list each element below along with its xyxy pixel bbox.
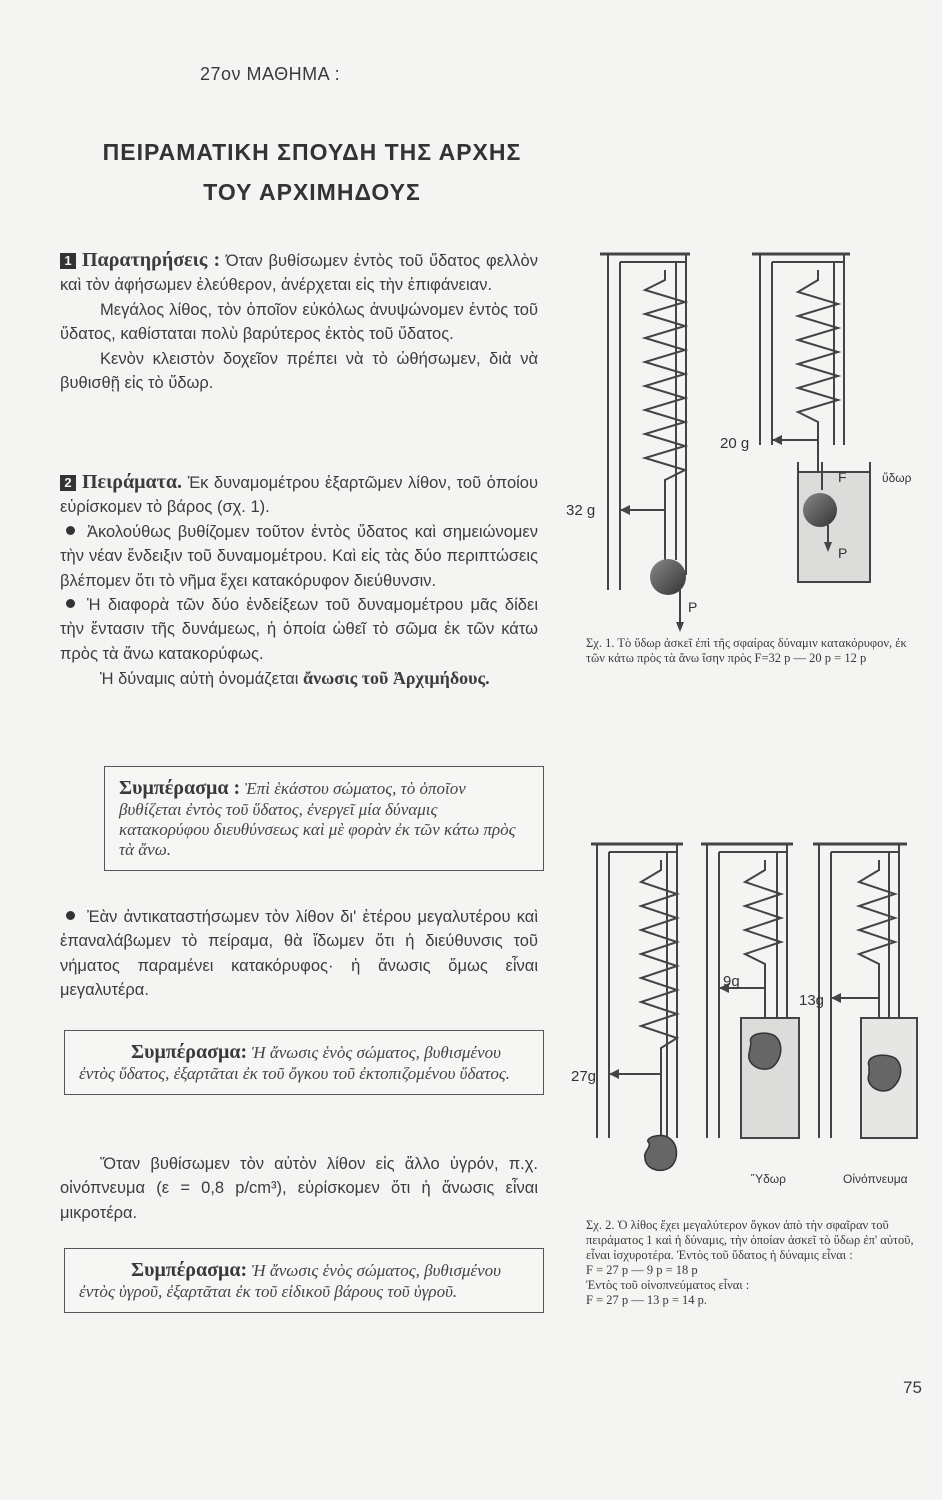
conclusion-box-1 — [104, 766, 544, 871]
conclusion-box-3 — [64, 1248, 544, 1313]
label-27g: 27g — [571, 1068, 597, 1085]
label-P-air: P — [688, 599, 698, 615]
sphere-in-air — [650, 559, 686, 595]
lesson-heading: 27ον ΜΑΘΗΜΑ : — [200, 64, 341, 84]
pointer-arrow — [609, 1069, 619, 1079]
alcohol-paragraph: Ὅταν βυθίσωμεν τὸν αὐτὸν λίθον εἰς ἄλλο ὑγρόν, π.χ. οἰνόπνευμα (ε = 0,8 p/cm³), εὑρίσκομεν ὅτι ἡ ἄνωσις εἶναι μικροτέρα. — [60, 1155, 538, 1222]
label-water: Ὕδωρ — [751, 1172, 786, 1186]
label-20g: 20 g — [720, 435, 750, 452]
label-13g: 13g — [799, 992, 825, 1009]
dynamometer-air — [591, 844, 683, 1138]
experiments-text: Ἐκ δυναμομέτρου ἐξαρτῶμεν λίθον, τοῦ ὁποίου εὑρίσκομεν τὸ βάρος (σχ. 1). — [60, 474, 538, 517]
observations-para-3: Κενὸν κλειστὸν δοχεῖον πρέπει νὰ τὸ ὠθήσωμεν, διὰ νὰ βυθισθῇ εἰς τὸ ὕδωρ. — [60, 349, 538, 393]
bullet-3-text: Ἐὰν ἀντικαταστήσωμεν τὸν λίθον δι' ἑτέρου μεγαλυτέρου καὶ ἐπαναλάβωμεν τὸ πείραμα, θὰ ἴδωμεν ὅτι ἡ διεύθυνσις τοῦ νήματος παραμένει κατακόρυφος· ἡ ἄνωσις ὅμως εἶναι μεγαλυτέρα. — [60, 908, 538, 1000]
figure-1-caption: Σχ. 1. Τὸ ὕδωρ ἀσκεῖ ἐπὶ τῆς σφαίρας δύναμιν κατακόρυφον, ἐκ τῶν κάτω πρὸς τὰ ἄνω ἴσην πρὸς F=32 p — 20 p = 12 p — [586, 636, 907, 665]
conclusion-label: Συμπέρασμα: — [131, 1041, 248, 1063]
buoyancy-naming: Ἡ δύναμις αὐτὴ ὀνομάζεται — [100, 670, 299, 689]
stone-in-alcohol — [868, 1055, 900, 1091]
conclusion-label: Συμπέρασμα : — [119, 777, 241, 799]
caption-text-2: Ἐντὸς τοῦ οἰνοπνεύματος εἶναι : — [586, 1278, 750, 1292]
observations-text: Όταν βυθίσωμεν ἐντὸς τοῦ ὕδατος φελλὸν καὶ τὸν ἀφήσωμεν ἐλεύθερον, ἀνέρχεται εἰς τὴν ἐπιφάνειαν. — [60, 252, 538, 295]
page-title — [52, 132, 572, 212]
label-F: F — [838, 469, 847, 485]
title-line-1: ΠΕΙΡΑΜΑΤΙΚΗ ΣΠΟΥΔΗ ΤΗΣ ΑΡΧΗΣ — [102, 139, 522, 165]
section-observations — [60, 248, 538, 395]
title-line-2: ΤΟΥ ΑΡΧΙΜΗΔΟΥΣ — [203, 179, 421, 205]
dynamometer-alcohol — [813, 844, 917, 1138]
observations-para-2: Μεγάλος λίθος, τὸν ὁποῖον εὐκόλως ἀνυψώνομεν ἐντὸς τοῦ ὕδατος, καθίσταται πολὺ βαρύτερος ἐκτὸς τοῦ ὕδατος. — [60, 300, 538, 344]
figure-1 — [560, 240, 940, 640]
label-alcohol: Οἰνόπνευμα — [843, 1172, 908, 1186]
bullet-dot — [66, 526, 75, 535]
conclusion-text: Ἐπὶ ἑκάστου σώματος, τὸ ὁποῖον βυθίζεται ἐντὸς τοῦ ὕδατος, ἐνεργεῖ μία δύναμις κατακορύφου διευθύνσεως καὶ μὲ φορὰν ἐκ τῶν κάτω πρὸς τὰ ἄνω. — [119, 779, 516, 859]
bullet-3 — [60, 905, 538, 1003]
stone-in-water — [749, 1033, 781, 1069]
section-experiments — [60, 470, 538, 692]
caption-eq-2: F = 27 p — 13 p = 14 p. — [586, 1293, 708, 1307]
observations-heading: Παρατηρήσεις : — [82, 249, 221, 271]
dynamometer-right — [752, 254, 850, 485]
caption-eq-1: F = 27 p — 9 p = 18 p — [586, 1263, 698, 1277]
pointer-arrow — [772, 435, 782, 445]
bullet-dot — [66, 599, 75, 608]
section-number-2: 2 — [60, 475, 76, 491]
label-9g: 9g — [723, 973, 740, 990]
sphere-in-water — [803, 493, 837, 527]
figure-2 — [565, 838, 940, 1198]
pointer-arrow — [620, 505, 630, 515]
bullet-dot — [66, 911, 75, 920]
figure-2-caption — [586, 1218, 916, 1308]
label-P-water: P — [838, 545, 848, 561]
bullet-2-text: Ἡ διαφορὰ τῶν δύο ἐνδείξεων τοῦ δυναμομέτρου μᾶς δίδει τὴν ἔντασιν τῆς δυνάμεως, ἡ ὁποία ὠθεῖ τὸ σῶμα ἐκ τῶν κάτω πρὸς τὰ ἄνω κατακορύφως. — [60, 596, 538, 663]
experiments-heading: Πειράματα. — [82, 471, 183, 493]
conclusion-label: Συμπέρασμα: — [131, 1259, 248, 1281]
dynamometer-water — [701, 844, 799, 1138]
arrow-head — [676, 622, 684, 632]
stone-in-air — [645, 1135, 677, 1170]
buoyancy-term: ἄνωσις τοῦ Ἀρχιμήδους. — [303, 668, 490, 689]
conclusion-text: Ἡ ἄνωσις ἑνὸς σώματος, βυθισμένου ἐντὸς ὑγροῦ, ἐξαρτᾶται ἐκ τοῦ εἰδικοῦ βάρους τοῦ ὑγροῦ. — [79, 1261, 501, 1301]
label-32g: 32 g — [566, 502, 596, 519]
conclusion-text: Ἡ ἄνωσις ἑνὸς σώματος, βυθισμένου ἐντὸς ὕδατος, ἐξαρτᾶται ἐκ τοῦ ὄγκου τοῦ ἐκτοπιζομένου ὕδατος. — [79, 1043, 511, 1083]
page-number: 75 — [903, 1378, 922, 1397]
conclusion-box-2 — [64, 1030, 544, 1095]
section-number-1: 1 — [60, 253, 76, 269]
pointer-arrow — [831, 993, 841, 1003]
dynamometer-left — [600, 254, 690, 590]
caption-text-1: Σχ. 2. Ὁ λίθος ἔχει μεγαλύτερον ὄγκον ἀπὸ τὴν σφαῖραν τοῦ πειράματος 1 καὶ ἡ δύναμις, τὴν ὁποίαν ἀσκεῖ τὸ ὕδωρ ἐπ' αὐτοῦ, εἶναι ἰσχυροτέρα. Ἐντὸς τοῦ ὕδατος ἡ δύναμις εἶναι : — [586, 1218, 914, 1262]
label-water: ὕδωρ — [882, 471, 912, 485]
bullet-1-text: Ἀκολούθως βυθίζομεν τοῦτον ἐντὸς ὕδατος καὶ σημειώνομεν τὴν νέαν ἔνδειξιν τοῦ δυναμομέτρου. Καὶ εἰς τὰς δύο περιπτώσεις βλέπομεν ὅτι τὸ νῆμα ἔχει κατακόρυφον διεύθυνσιν. — [60, 522, 538, 590]
